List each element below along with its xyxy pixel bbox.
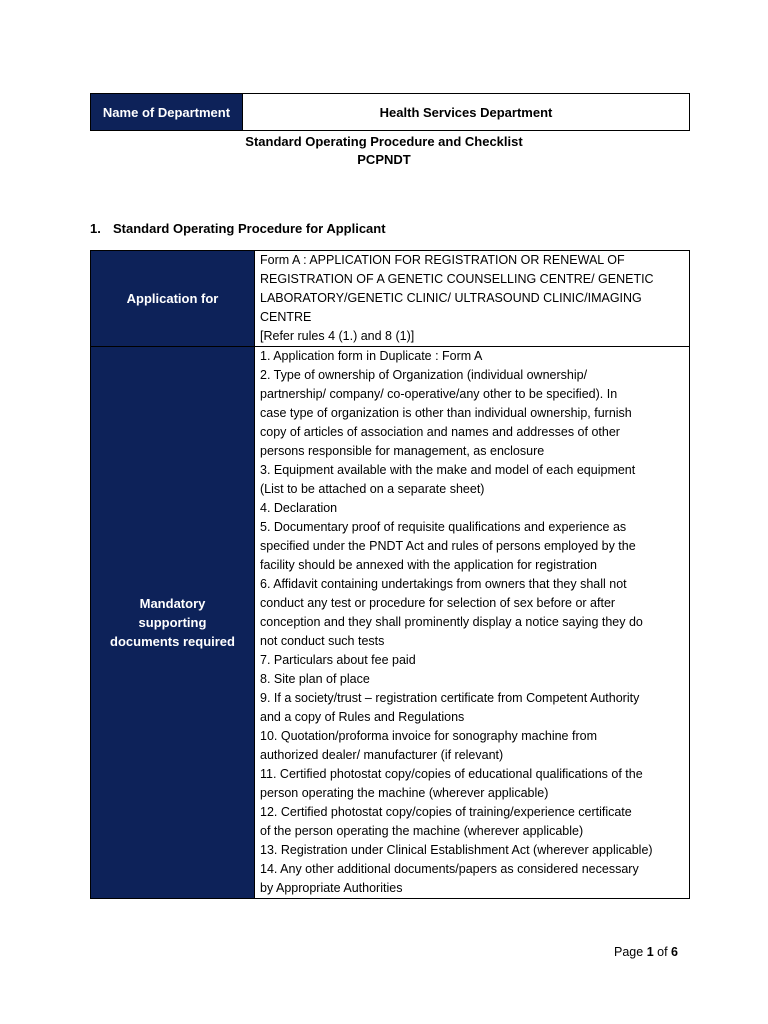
doc-title: Standard Operating Procedure and Checklist [245, 134, 523, 149]
document-line: 1. Application form in Duplicate : Form A [260, 349, 483, 363]
page-word: Page [614, 945, 644, 959]
page-number [560, 943, 678, 961]
application-line: LABORATORY/GENETIC CLINIC/ ULTRASOUND CLINIC/IMAGING [260, 291, 642, 305]
documents-label-line: documents required [110, 634, 235, 649]
document-line: 12. Certified photostat copy/copies of training/experience certificate [260, 805, 632, 819]
application-label: Application for [91, 251, 255, 347]
page-current: 1 [646, 945, 654, 959]
application-line: REGISTRATION OF A GENETIC COUNSELLING CENTRE/ GENETIC [260, 272, 654, 286]
documents-label [91, 347, 255, 899]
department-label: Name of Department [91, 94, 243, 131]
application-value [255, 251, 690, 347]
document-line: 13. Registration under Clinical Establishment Act (wherever applicable) [260, 843, 653, 857]
sop-table [90, 250, 690, 899]
document-line: conception and they shall prominently display a notice saying they do [260, 615, 643, 629]
document-line: 9. If a society/trust – registration certificate from Competent Authority [260, 691, 640, 705]
document-line: 5. Documentary proof of requisite qualifications and experience as [260, 520, 627, 534]
of-word: of [657, 945, 668, 959]
document-line: 3. Equipment available with the make and model of each equipment [260, 463, 636, 477]
document-line: persons responsible for management, as enclosure [260, 444, 545, 458]
document-line: 10. Quotation/proforma invoice for sonography machine from [260, 729, 597, 743]
doc-subtitle: PCPNDT [357, 152, 411, 167]
table-row [91, 347, 690, 899]
document-line: 6. Affidavit containing undertakings from owners that they shall not [260, 577, 627, 591]
document-line: 7. Particulars about fee paid [260, 653, 416, 667]
document-line: not conduct such tests [260, 634, 385, 648]
document-line: of the person operating the machine (wherever applicable) [260, 824, 584, 838]
document-line: authorized dealer/ manufacturer (if relevant) [260, 748, 504, 762]
table-row [91, 251, 690, 347]
document-line: partnership/ company/ co-operative/any other to be specified). In [260, 387, 618, 401]
page-total: 6 [671, 945, 678, 959]
section-number: 1. [90, 221, 101, 236]
section-heading [90, 220, 386, 238]
department-value: Health Services Department [243, 94, 690, 131]
documents-label-line: supporting [138, 615, 207, 630]
application-line: [Refer rules 4 (1.) and 8 (1)] [260, 329, 415, 343]
application-line: CENTRE [260, 310, 312, 324]
document-line: by Appropriate Authorities [260, 881, 403, 895]
documents-label-line: Mandatory [139, 596, 206, 611]
document-line: specified under the PNDT Act and rules of persons employed by the [260, 539, 636, 553]
application-line: Form A : APPLICATION FOR REGISTRATION OR RENEWAL OF [260, 253, 625, 267]
document-line: person operating the machine (wherever applicable) [260, 786, 549, 800]
document-line: conduct any test or procedure for selection of sex before or after [260, 596, 616, 610]
document-line: (List to be attached on a separate sheet) [260, 482, 485, 496]
document-line: 4. Declaration [260, 501, 338, 515]
document-line: 14. Any other additional documents/papers as considered necessary [260, 862, 639, 876]
document-line: 11. Certified photostat copy/copies of educational qualifications of the [260, 767, 643, 781]
documents-list [255, 347, 690, 899]
document-line: 2. Type of ownership of Organization (individual ownership/ [260, 368, 588, 382]
department-table [90, 93, 690, 131]
section-title: Standard Operating Procedure for Applicant [113, 221, 386, 236]
document-line: 8. Site plan of place [260, 672, 370, 686]
document-line: and a copy of Rules and Regulations [260, 710, 465, 724]
document-line: copy of articles of association and names and addresses of other [260, 425, 620, 439]
document-line: case type of organization is other than individual ownership, furnish [260, 406, 632, 420]
document-line: facility should be annexed with the application for registration [260, 558, 598, 572]
